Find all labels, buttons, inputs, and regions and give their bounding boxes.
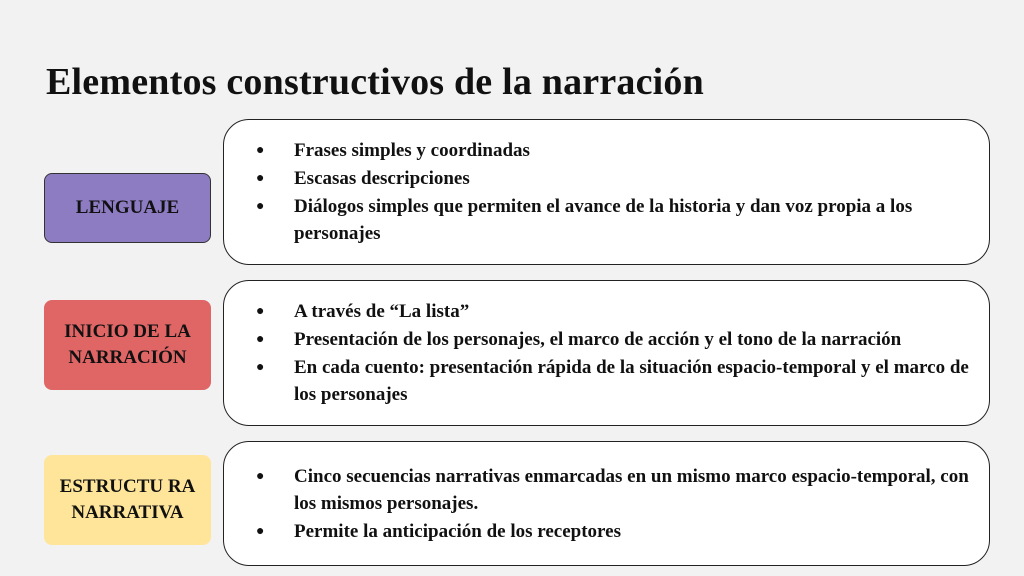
slide-title: Elementos constructivos de la narración <box>46 61 704 103</box>
bullet-icon: ● <box>256 171 265 186</box>
content-box-inicio-narracion <box>223 280 990 426</box>
bullet-list-inicio-narracion <box>252 297 969 409</box>
list-item: ● Frases simples y coordinadas <box>252 137 969 164</box>
label-lenguaje: LENGUAJE <box>44 173 211 243</box>
bullet-icon: ● <box>256 199 265 214</box>
list-item: ● En cada cuento: presentación rápida de la situación espacio-temporal y el marco de los personajes <box>252 354 969 408</box>
bullet-list-lenguaje <box>252 136 969 248</box>
content-box-lenguaje <box>223 119 990 265</box>
list-item: ● Presentación de los personajes, el marco de acción y el tono de la narración <box>252 326 969 353</box>
bullet-icon: ● <box>256 468 265 484</box>
list-item: ● Escasas descripciones <box>252 165 969 192</box>
bullet-icon: ● <box>256 143 265 158</box>
list-item: ● Permite la anticipación de los receptores <box>252 518 969 545</box>
bullet-list-estructura-narrativa <box>252 462 969 546</box>
bullet-icon: ● <box>256 523 265 539</box>
bullet-icon: ● <box>256 360 265 375</box>
list-item: ● Diálogos simples que permiten el avance de la historia y dan voz propia a los personajes <box>252 193 969 247</box>
label-inicio-narracion: INICIO DE LA NARRACIÓN <box>44 300 211 390</box>
bullet-icon: ● <box>256 304 265 319</box>
list-item: ● A través de “La lista” <box>252 298 969 325</box>
label-estructura-narrativa: ESTRUCTU RA NARRATIVA <box>44 455 211 545</box>
content-box-estructura-narrativa <box>223 441 990 566</box>
bullet-icon: ● <box>256 332 265 347</box>
list-item: ● Cinco secuencias narrativas enmarcadas en un mismo marco espacio-temporal, con los mismos personajes. <box>252 463 969 517</box>
